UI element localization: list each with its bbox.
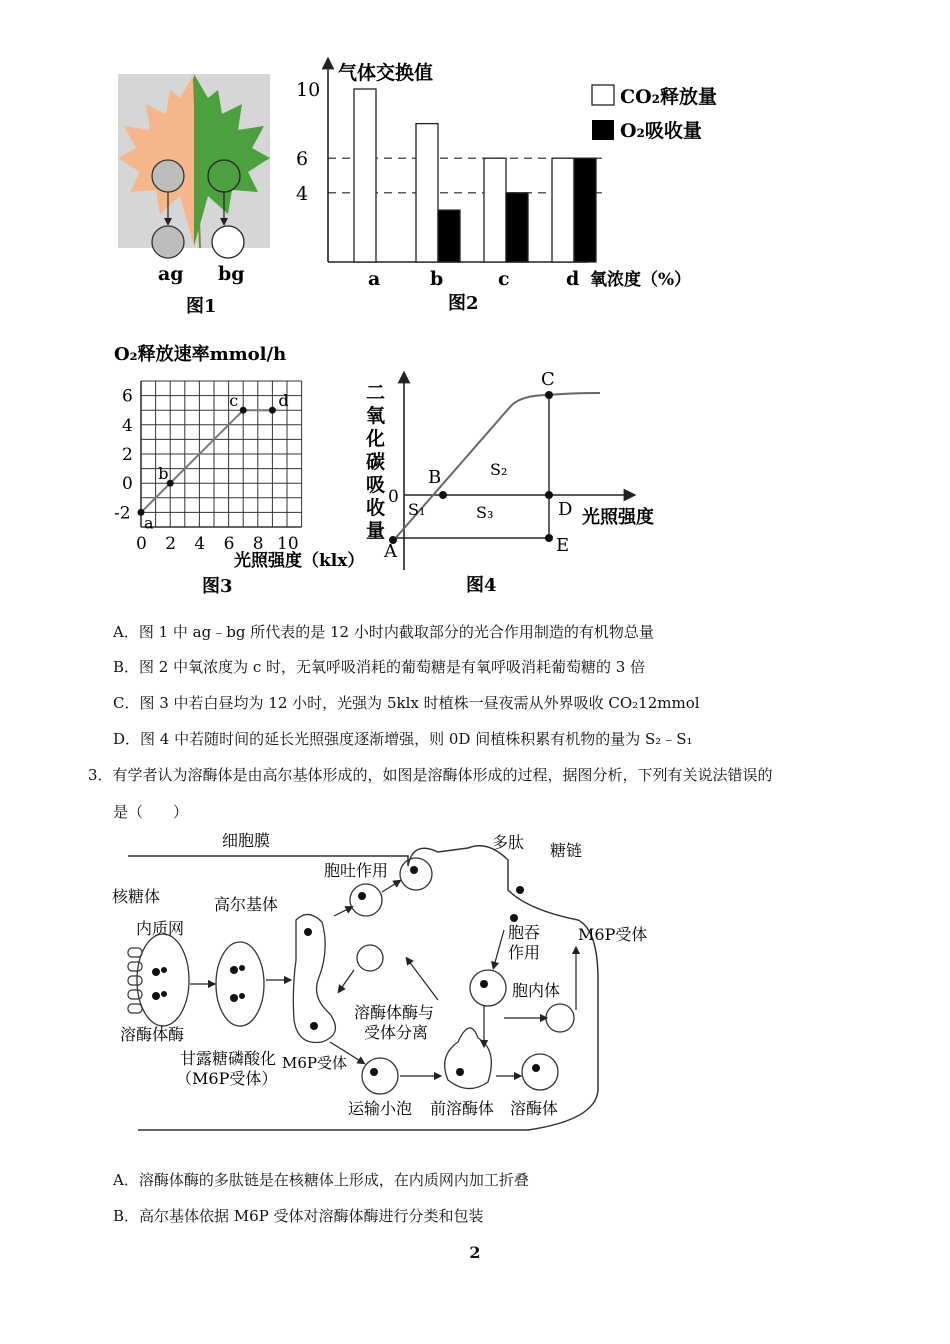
- fig2-ytick-4: 4: [296, 182, 309, 205]
- q2-option-a: A．图 1 中 ag﹣bg 所代表的是 12 小时内截取部分的光合作用制造的有机物总量: [113, 623, 654, 641]
- fig2-category-b: b: [430, 268, 444, 290]
- label-separation-2: 受体分离: [364, 1023, 429, 1042]
- fig3-caption: 图3: [202, 576, 233, 597]
- figure-4-curve: [360, 365, 680, 600]
- fig4-ylabel-char: 氧: [366, 405, 386, 427]
- fig3-xlabel: 光照强度（klx）: [234, 551, 365, 571]
- label-lysozyme: 溶酶体酶: [120, 1025, 185, 1044]
- fig3-ytick-4: 4: [122, 415, 133, 436]
- fig4-ylabel-char: 碳: [366, 451, 386, 473]
- q3-stem-line1: 3．有学者认为溶酶体是由高尔基体形成的，如图是溶酶体形成的过程，据图分析，下列有关说法错误的: [88, 766, 773, 784]
- fig3-point-label-a: a: [144, 513, 154, 533]
- label-membrane: 细胞膜: [222, 831, 271, 850]
- fig4-point-e: E: [556, 535, 570, 556]
- figure-1-leaf: [110, 68, 280, 318]
- fig2-ytick-10: 10: [296, 79, 321, 101]
- fig4-point-c: C: [541, 369, 555, 390]
- fig1-ag-label: ag: [158, 263, 184, 285]
- fig4-point-a: A: [384, 541, 397, 562]
- label-exocytosis: 胞吐作用: [324, 861, 389, 880]
- bar-co2-d: [552, 158, 574, 262]
- fig2-ylabel: 气体交换值: [338, 62, 434, 84]
- fig2-caption: 图2: [448, 293, 479, 314]
- fig3-point-label-c: c: [229, 391, 239, 411]
- fig4-caption: 图4: [466, 575, 497, 596]
- fig4-area-s3: S₃: [476, 503, 494, 522]
- q3-option-b: B．高尔基体依据 M6P 受体对溶酶体酶进行分类和包装: [113, 1207, 484, 1225]
- bar-co2-c: [484, 158, 506, 262]
- fig3-ytick-2: 2: [122, 445, 133, 465]
- q2-option-d: D．图 4 中若随时间的延长光照强度逐渐增强，则 0D 间植株积累有机物的量为 S₂﹣S₁: [113, 730, 693, 748]
- fig3-point-c: [240, 407, 247, 414]
- fig4-origin: 0: [388, 487, 399, 507]
- fig3-point-label-d: d: [278, 391, 289, 411]
- label-mannose-1: 甘露糖磷酸化: [180, 1049, 277, 1068]
- q3-stem-line2: 是（ ）: [113, 803, 189, 821]
- fig3-xtick-0: 0: [136, 534, 147, 554]
- bar-co2-b: [416, 124, 438, 262]
- lysosome-formation-diagram: [108, 820, 648, 1132]
- bar-o2-d: [574, 158, 596, 262]
- fig3-xtick-4: 4: [194, 534, 206, 554]
- figure-2-bar-chart: [290, 55, 720, 315]
- fig3-xtick-10: 10: [277, 534, 299, 554]
- fig3-xtick-2: 2: [165, 534, 177, 554]
- label-m6p-receptor: M6P受体: [578, 925, 648, 944]
- label-er: 内质网: [136, 919, 185, 938]
- bar-co2-a: [354, 89, 376, 262]
- label-ribosome: 核糖体: [112, 887, 161, 906]
- fig3-point-label-b: b: [158, 464, 169, 484]
- fig3-point-d: [269, 407, 276, 414]
- fig3-ytick--2: -2: [114, 503, 131, 524]
- legend-co2: CO₂释放量: [620, 86, 717, 108]
- q3-option-a: A．溶酶体酶的多肽链是在核糖体上形成，在内质网内加工折叠: [113, 1171, 529, 1189]
- label-prelysosome: 前溶酶体: [430, 1099, 495, 1118]
- label-endocytosis-2: 作用: [508, 943, 541, 962]
- legend-o2: O₂吸收量: [620, 120, 702, 142]
- label-polypeptide: 多肽: [492, 833, 525, 852]
- label-m6p-receptor-2: M6P受体: [282, 1054, 347, 1072]
- figure-3-line-chart: [110, 338, 380, 600]
- bar-o2-b: [438, 210, 460, 262]
- fig4-ylabel-char: 收: [366, 497, 386, 519]
- fig3-ytick-6: 6: [122, 386, 133, 407]
- fig3-series-line: [141, 410, 272, 512]
- legend-swatch-co2: [592, 85, 614, 105]
- label-mannose-2: （M6P受体）: [176, 1069, 278, 1088]
- fig4-ylabel-char: 化: [366, 428, 386, 450]
- fig2-category-c: c: [498, 268, 510, 290]
- fig4-area-s1: S₁: [408, 500, 426, 519]
- label-lysosome: 溶酶体: [510, 1099, 559, 1118]
- fig3-ytick-0: 0: [122, 474, 133, 495]
- fig3-xtick-8: 8: [252, 534, 264, 554]
- fig1-bg-label: bg: [218, 263, 245, 285]
- fig4-ylabel-char: 吸: [366, 474, 386, 496]
- label-golgi: 高尔基体: [214, 895, 279, 914]
- fig3-title: O₂释放速率mmol/h: [114, 344, 287, 365]
- label-sugar-chain: 糖链: [550, 841, 583, 860]
- fig4-area-s2: S₂: [490, 460, 508, 479]
- fig4-ylabel-char: 量: [366, 520, 386, 542]
- fig4-ylabel-char: 二: [366, 382, 386, 404]
- q2-option-c: C．图 3 中若白昼均为 12 小时，光强为 5klx 时植株一昼夜需从外界吸收 CO₂12mmol: [113, 694, 700, 712]
- bar-o2-c: [506, 193, 528, 262]
- fig2-xlabel: 氧浓度（%）: [590, 270, 692, 290]
- label-endocytosis-1: 胞吞: [508, 923, 541, 942]
- fig1-caption: 图1: [186, 296, 217, 317]
- fig2-ytick-6: 6: [296, 148, 309, 171]
- fig2-category-a: a: [368, 268, 381, 290]
- legend-swatch-o2: [592, 120, 614, 140]
- label-transport: 运输小泡: [348, 1099, 413, 1118]
- fig2-category-d: d: [566, 268, 580, 290]
- fig4-point-d: D: [558, 499, 573, 520]
- fig3-xtick-6: 6: [223, 534, 235, 554]
- q2-option-b: B．图 2 中氧浓度为 c 时，无氧呼吸消耗的葡萄糖是有氧呼吸消耗葡萄糖的 3 倍: [113, 658, 646, 676]
- label-separation-1: 溶酶体酶与: [354, 1003, 435, 1022]
- fig4-point-b: B: [428, 467, 442, 488]
- fig4-xlabel: 光照强度: [582, 507, 654, 528]
- page-number: 2: [469, 1243, 481, 1262]
- label-endosome: 胞内体: [512, 981, 561, 1000]
